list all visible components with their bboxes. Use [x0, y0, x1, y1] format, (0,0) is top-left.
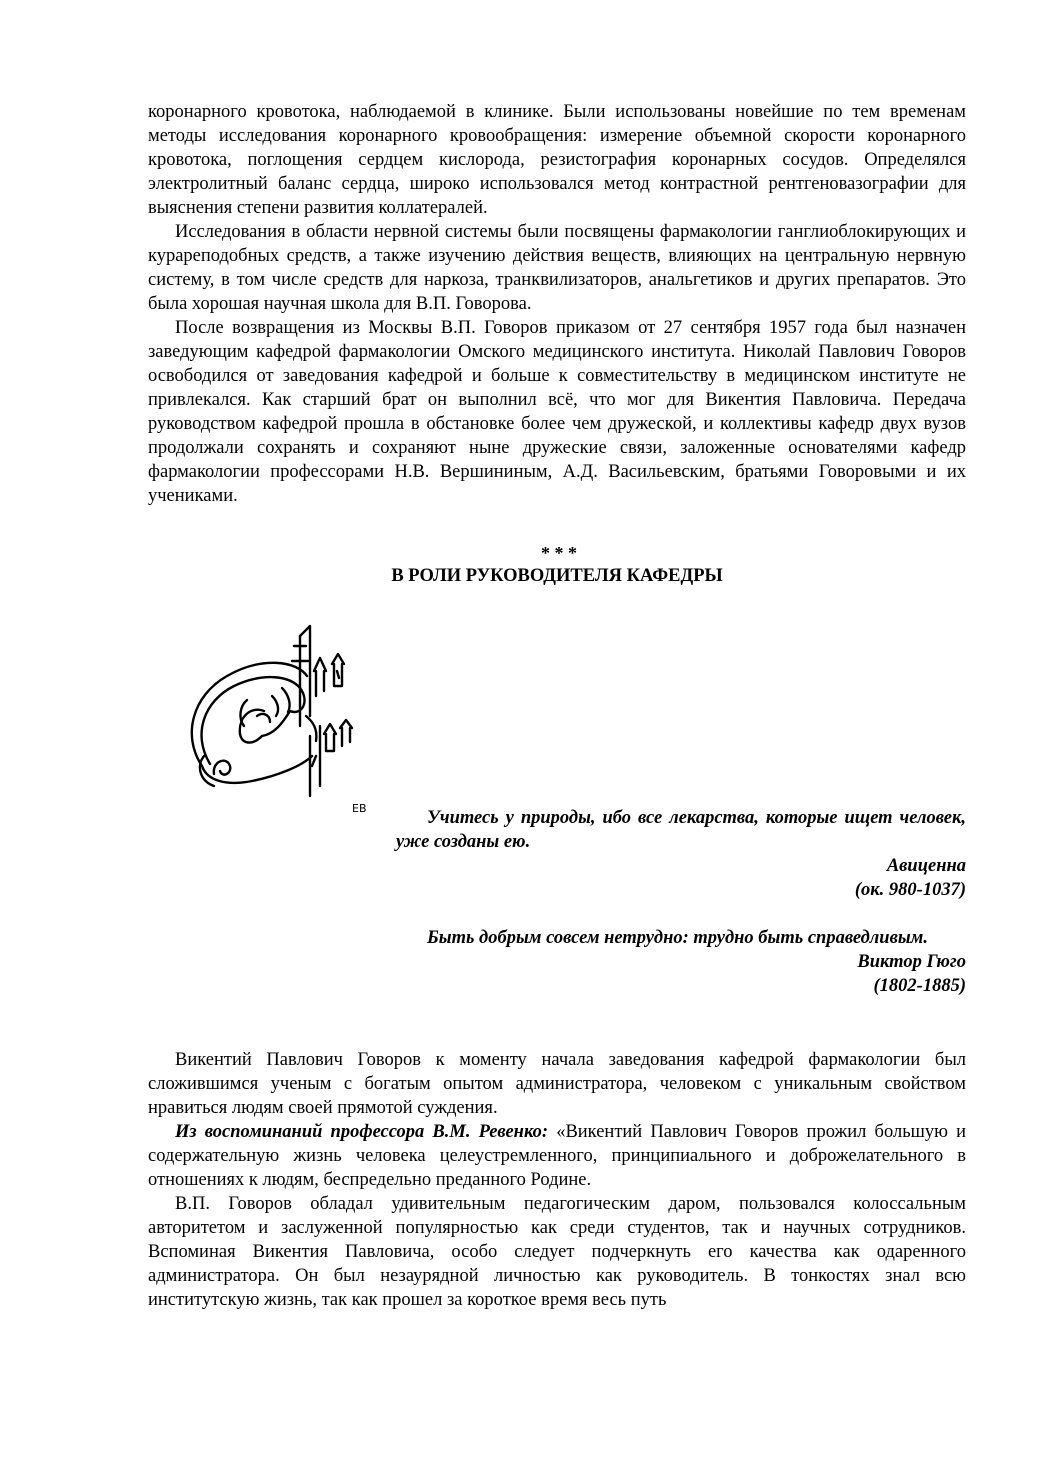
epigraph-author: Авиценна	[886, 856, 966, 876]
epigraph-block	[148, 588, 966, 1048]
epigraph-quote	[396, 806, 966, 902]
document-page	[148, 100, 966, 1312]
paragraph: Исследования в области нервной системы были посвящены фармакологии ганглиоблокирующих и курареподобных средств, а также изучению действия веществ, влияющих на центральную нервную систему, в том числе средств для наркоза, транквилизаторов, анальгетиков и других препаратов. Это была хорошая научная школа для В.П. Говорова.	[148, 222, 966, 314]
paragraph: После возвращения из Москвы В.П. Говоров приказом от 27 сентября 1957 года был назначен заведующим кафедрой фармакологии Омского медицинского института. Николай Павлович Говоров освободился от заведования кафедрой и больше к совместительству в медицинском институте не привлекался. Как старший брат он выполнил всё, что мог для Викентия Павловича. Передача руководством кафедрой прошла в обстановке более чем дружеской, и коллективы кафедр двух вузов продолжали сохранять и сохраняют ныне дружеские связи, заложенные основателями кафедр фармакологии профессорами Н.В. Вершининым, А.Д. Васильевским, братьями Говоровыми и их учениками.	[148, 318, 966, 506]
epigraph-years: (ок. 980-1037)	[854, 880, 966, 900]
paragraph: В.П. Говоров обладал удивительным педагогическим даром, пользовался колоссальным авторитетом и заслуженной популярностью как среди студентов, так и научных сотрудников. Вспоминая Викентия Павловича, особо следует подчеркнуть его качества как одаренного администратора. Он был незаурядной личностью как руководитель. В тонкостях знал всю институтскую жизнь, так как прошел за короткое время весь путь	[148, 1194, 966, 1310]
memoir-text: «Викентий Павлович Говоров прожил большую и содержательную жизнь человека целеустремленного, принципиального и доброжелательного в отношениях к людям, беспредельно преданного Родине.	[148, 1122, 966, 1190]
paragraph	[148, 1120, 966, 1192]
epigraph-text: Учитесь у природы, ибо все лекарства, которые ищет человек, уже созданы ею.	[396, 808, 966, 852]
memoir-lead: Из воспоминаний профессора В.М. Ревенко:	[175, 1122, 549, 1142]
epigraph-quote	[396, 926, 966, 998]
epigraph-years: (1802-1885)	[873, 976, 966, 996]
epigraph-text: Быть добрым совсем нетрудно: трудно быть справедливым.	[427, 928, 928, 948]
paragraph: Викентий Павлович Говоров к моменту начала заведования кафедрой фармакологии был сложившимся ученым с богатым опытом администратора, человеком с уникальным свойством нравиться людям своей прямотой суждения.	[148, 1050, 966, 1118]
section-heading: В РОЛИ РУКОВОДИТЕЛЯ КАФЕДРЫ	[391, 566, 723, 586]
epigraph-author: Виктор Гюго	[857, 952, 966, 972]
paragraph: коронарного кровотока, наблюдаемой в клинике. Были использованы новейшие по тем временам методы исследования коронарного кровообращения: измерение объемной скорости коронарного кровотока, поглощения сердцем кислорода, резистография коронарных сосудов. Определялся электролитный баланс сердца, широко использовался метод контрастной рентгеновазографии для выяснения степени развития коллатералей.	[148, 102, 966, 218]
emblem-monogram: ЕВ	[352, 802, 367, 815]
section-separator: * * *	[541, 543, 577, 563]
emblem-drawing	[182, 616, 374, 816]
